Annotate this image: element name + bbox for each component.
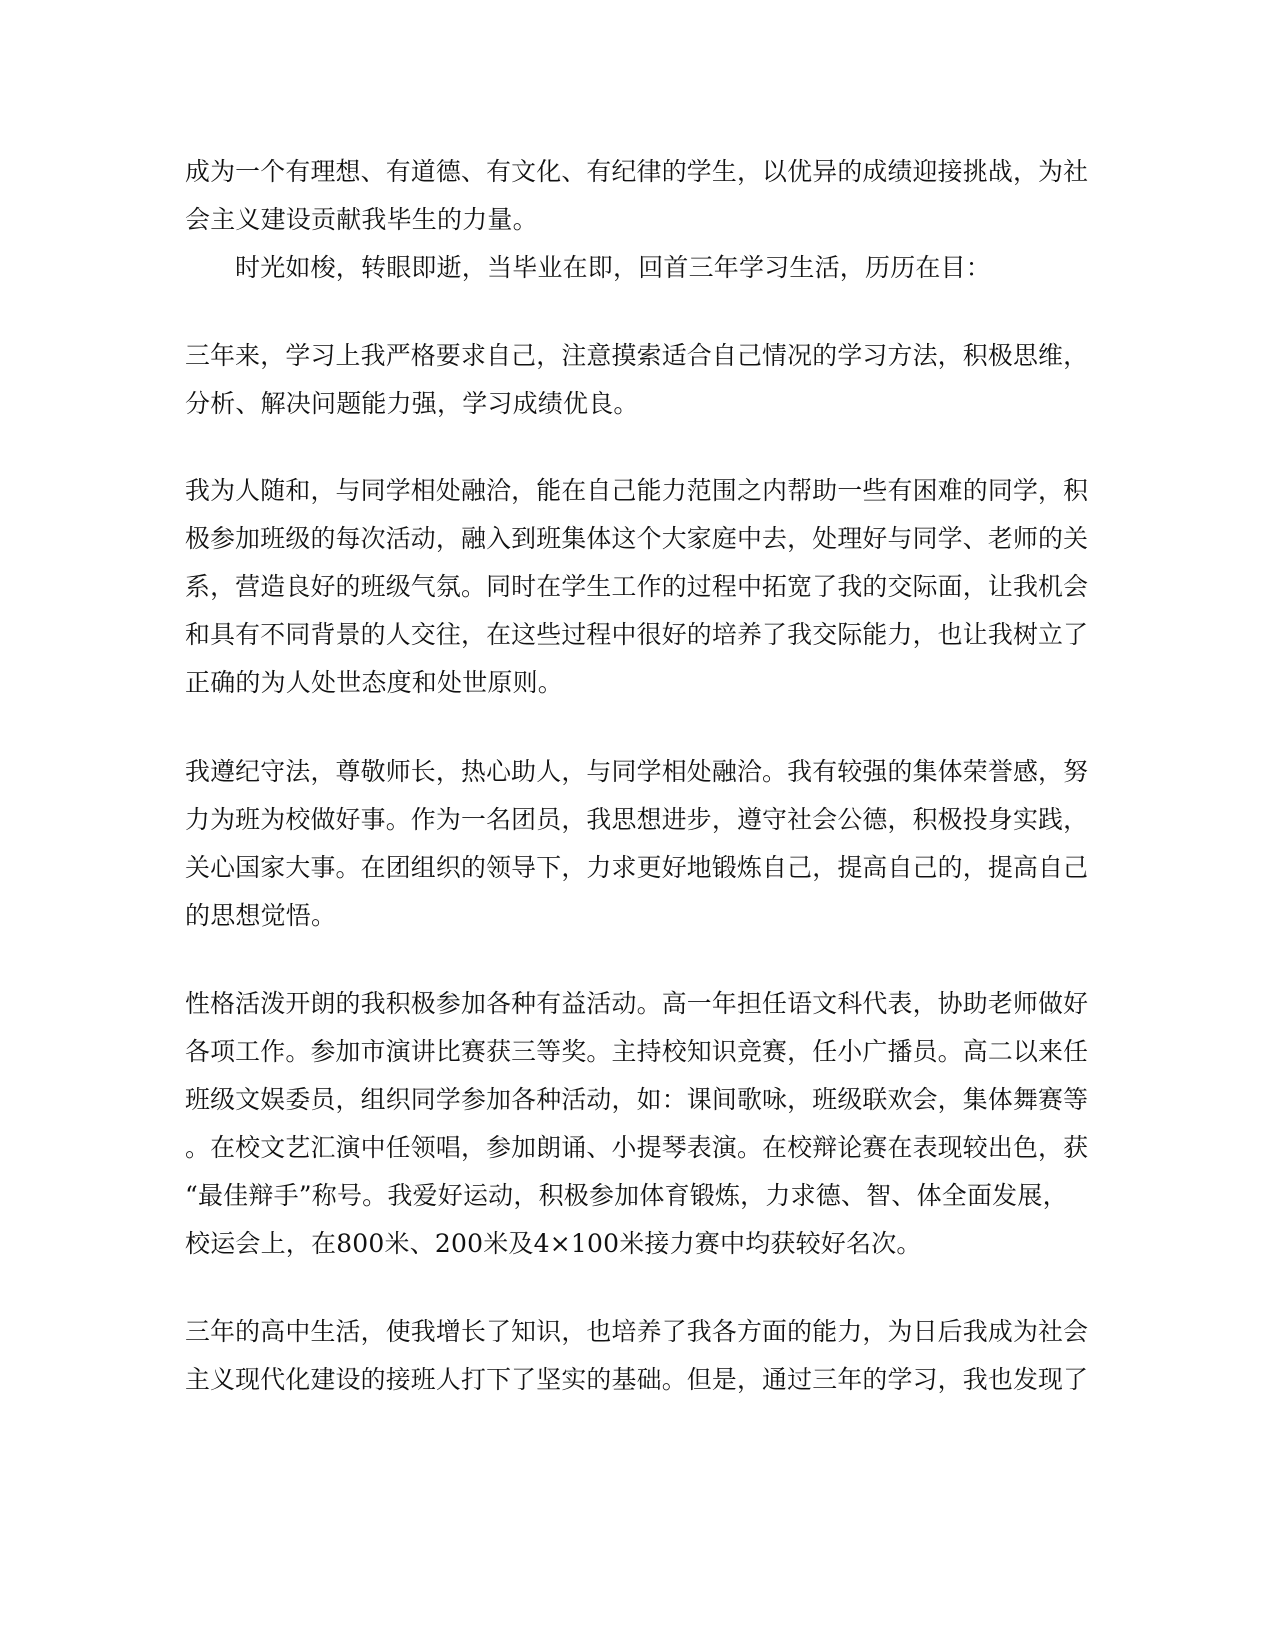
text-line: 会主义建设贡献我毕生的力量。 — [185, 205, 538, 234]
text-line: 三年来，学习上我严格要求自己，注意摸索适合自己情况的学习方法，积极思维， — [185, 341, 1089, 370]
text-line: 和具有不同背景的人交往，在这些过程中很好的培养了我交际能力，也让我树立了 — [185, 620, 1089, 649]
text-line: 。在校文艺汇演中任领唱，参加朗诵、小提琴表演。在校辩论赛在表现较出色，获 — [185, 1133, 1089, 1162]
text-line: 成为一个有理想、有道德、有文化、有纪律的学生，以优异的成绩迎接挑战，为社 — [185, 157, 1089, 186]
text-line: 关心国家大事。在团组织的领导下，力求更好地锻炼自己，提高自己的，提高自己 — [185, 853, 1089, 882]
text-line: 极参加班级的每次活动，融入到班集体这个大家庭中去，处理好与同学、老师的关 — [185, 524, 1089, 553]
text-line: 我遵纪守法，尊敬师长，热心助人，与同学相处融洽。我有较强的集体荣誉感，努 — [185, 757, 1089, 786]
text-line: 力为班为校做好事。作为一名团员，我思想进步，遵守社会公德，积极投身实践， — [185, 805, 1089, 834]
text-line: 分析、解决问题能力强，学习成绩优良。 — [185, 389, 639, 418]
text-line: 校运会上，在800米、200米及4×100米接力赛中均获较好名次。 — [185, 1229, 922, 1258]
text-line: 的思想觉悟。 — [185, 901, 337, 930]
text-line: 各项工作。参加市演讲比赛获三等奖。主持校知识竞赛，任小广播员。高二以来任 — [185, 1037, 1089, 1066]
text-line: 性格活泼开朗的我积极参加各种有益活动。高一年担任语文科代表，协助老师做好 — [185, 989, 1089, 1018]
text-line: 正确的为人处世态度和处世原则。 — [185, 668, 564, 697]
text-line: 我为人随和，与同学相处融洽，能在自己能力范围之内帮助一些有困难的同学，积 — [185, 476, 1089, 505]
text-line: “最佳辩手”称号。我爱好运动，积极参加体育锻炼，力求德、智、体全面发展， — [185, 1181, 1068, 1210]
text-line: 主义现代化建设的接班人打下了坚实的基础。但是，通过三年的学习，我也发现了 — [185, 1365, 1089, 1394]
text-line: 系，营造良好的班级气氛。同时在学生工作的过程中拓宽了我的交际面，让我机会 — [185, 572, 1089, 601]
text-line: 时光如梭，转眼即逝，当毕业在即，回首三年学习生活，历历在目： — [235, 253, 992, 282]
text-line: 三年的高中生活，使我增长了知识，也培养了我各方面的能力，为日后我成为社会 — [185, 1317, 1089, 1346]
text-line: 班级文娱委员，组织同学参加各种活动，如：课间歌咏，班级联欢会，集体舞赛等 — [185, 1085, 1089, 1114]
